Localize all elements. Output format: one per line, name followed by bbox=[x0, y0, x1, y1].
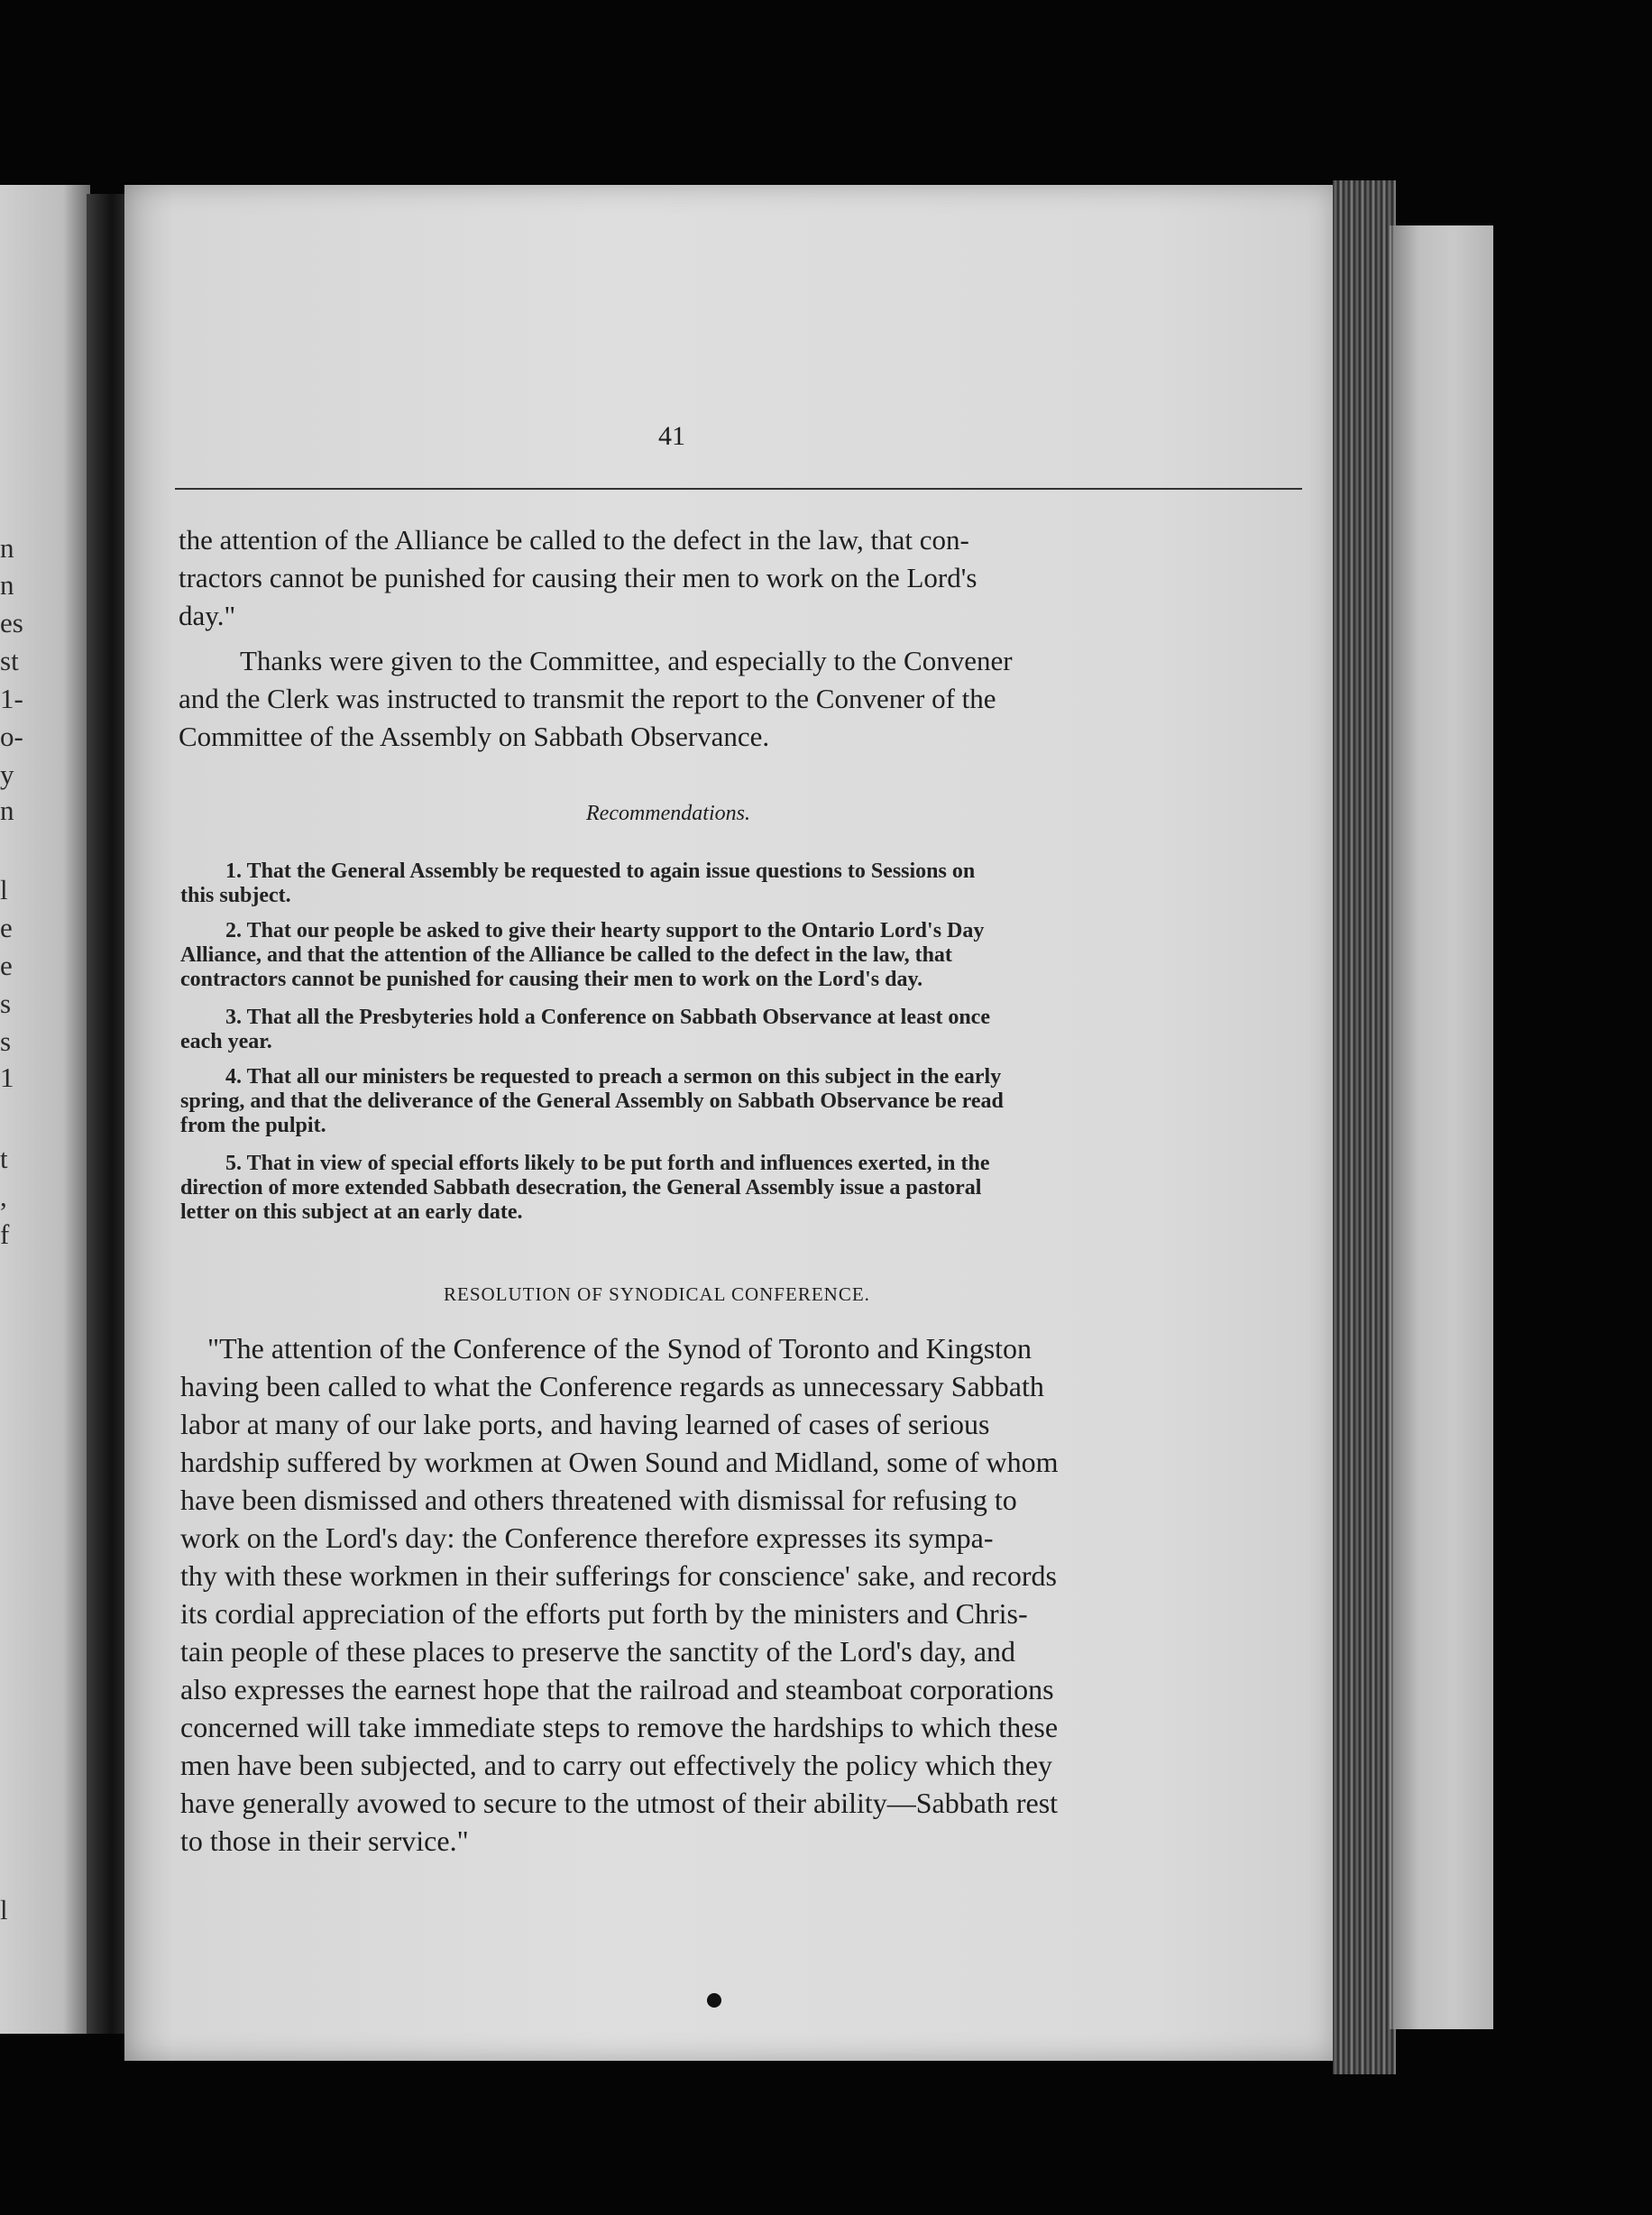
left-page-fragment: s bbox=[0, 988, 12, 1019]
recommendation-item-3-line: each year. bbox=[180, 1030, 272, 1053]
resolution-line: hardship suffered by workmen at Owen Sound and Midland, some of whom bbox=[180, 1446, 1059, 1478]
recommendation-item-4-line: 4. That all our ministers be requested to preach a sermon on this subject in the early bbox=[225, 1065, 1002, 1089]
recommendation-item-2-line: contractors cannot be punished for causing their men to work on the Lord's day. bbox=[180, 968, 923, 991]
left-page-fragment: 1- bbox=[0, 683, 23, 714]
recommendation-item-1-line: this subject. bbox=[180, 884, 291, 907]
left-page-fragment: es bbox=[0, 607, 23, 639]
thanks-paragraph-line: Thanks were given to the Committee, and especially to the Convener bbox=[240, 645, 1013, 676]
left-page-fragment: n bbox=[0, 795, 14, 826]
resolution-line: thy with these workmen in their sufferings for conscience' sake, and records bbox=[180, 1559, 1057, 1592]
main-page bbox=[124, 185, 1335, 2061]
left-page-fragment: l bbox=[0, 874, 8, 905]
left-page-fragment: e bbox=[0, 912, 13, 943]
resolution-line: men have been subjected, and to carry out effectively the policy which they bbox=[180, 1749, 1053, 1781]
left-page-fragment: 1 bbox=[0, 1062, 14, 1093]
left-page-fragment: st bbox=[0, 645, 19, 676]
resolution-line: to those in their service." bbox=[180, 1824, 469, 1857]
recommendation-item-4-line: spring, and that the deliverance of the General Assembly on Sabbath Observance be read bbox=[180, 1089, 1004, 1113]
resolution-line: tain people of these places to preserve the sanctity of the Lord's day, and bbox=[180, 1635, 1016, 1668]
left-page-fragment: s bbox=[0, 1025, 12, 1057]
thanks-paragraph-line: and the Clerk was instructed to transmit the report to the Convener of the bbox=[179, 683, 996, 714]
resolution-line: have generally avowed to secure to the utmost of their ability—Sabbath rest bbox=[180, 1787, 1059, 1819]
left-page-fragment: f bbox=[0, 1218, 10, 1250]
left-page-fragment: o- bbox=[0, 721, 23, 752]
recommendation-item-3-line: 3. That all the Presbyteries hold a Conference on Sabbath Observance at least once bbox=[225, 1006, 990, 1029]
right-page-stack bbox=[1394, 225, 1493, 2029]
recommendation-item-1-line: 1. That the General Assembly be requested to again issue questions to Sessions on bbox=[225, 859, 976, 883]
left-page-fragment: , bbox=[0, 1181, 7, 1212]
left-page-fragment: t bbox=[0, 1143, 8, 1174]
left-page-fragment: e bbox=[0, 950, 13, 981]
resolution-line: its cordial appreciation of the efforts put forth by the ministers and Chris- bbox=[180, 1597, 1028, 1630]
recommendations-heading: Recommendations. bbox=[586, 802, 750, 825]
opening-paragraph-line: the attention of the Alliance be called to the defect in the law, that con- bbox=[179, 524, 969, 556]
resolution-line: "The attention of the Conference of the Synod of Toronto and Kingston bbox=[207, 1332, 1032, 1365]
recommendation-item-5-line: letter on this subject at an early date. bbox=[180, 1200, 523, 1224]
resolution-line: work on the Lord's day: the Conference therefore expresses its sympa- bbox=[180, 1521, 994, 1554]
header-rule bbox=[175, 488, 1302, 490]
ink-spot bbox=[707, 1993, 721, 2008]
opening-paragraph-line: day." bbox=[179, 600, 236, 631]
left-page-fragment: n bbox=[0, 569, 14, 601]
left-page-edge bbox=[0, 185, 90, 2034]
page-edges-binding bbox=[1333, 180, 1396, 2074]
left-page-fragment: y bbox=[0, 758, 14, 790]
recommendation-item-2-line: Alliance, and that the attention of the Alliance be called to the defect in the law, that bbox=[180, 943, 952, 967]
left-page-fragment: n bbox=[0, 532, 14, 564]
resolution-line: also expresses the earnest hope that the railroad and steamboat corporations bbox=[180, 1673, 1054, 1705]
resolution-line: labor at many of our lake ports, and having learned of cases of serious bbox=[180, 1408, 990, 1440]
opening-paragraph-line: tractors cannot be punished for causing their men to work on the Lord's bbox=[179, 562, 977, 593]
recommendation-item-5-line: 5. That in view of special efforts likely to be put forth and influences exerted, in the bbox=[225, 1152, 990, 1175]
recommendation-item-2-line: 2. That our people be asked to give their hearty support to the Ontario Lord's Day bbox=[225, 919, 985, 942]
page-number: 41 bbox=[658, 421, 685, 451]
left-page-fragment: l bbox=[0, 1894, 8, 1925]
resolution-line: having been called to what the Conference regards as unnecessary Sabbath bbox=[180, 1370, 1044, 1402]
resolution-heading: RESOLUTION OF SYNODICAL CONFERENCE. bbox=[444, 1283, 870, 1305]
resolution-line: concerned will take immediate steps to remove the hardships to which these bbox=[180, 1711, 1059, 1743]
book-gutter bbox=[87, 194, 128, 2034]
resolution-line: have been dismissed and others threatened with dismissal for refusing to bbox=[180, 1484, 1017, 1516]
recommendation-item-5-line: direction of more extended Sabbath desecration, the General Assembly issue a pastoral bbox=[180, 1176, 982, 1199]
recommendation-item-4-line: from the pulpit. bbox=[180, 1114, 326, 1137]
thanks-paragraph-line: Committee of the Assembly on Sabbath Observance. bbox=[179, 721, 770, 752]
